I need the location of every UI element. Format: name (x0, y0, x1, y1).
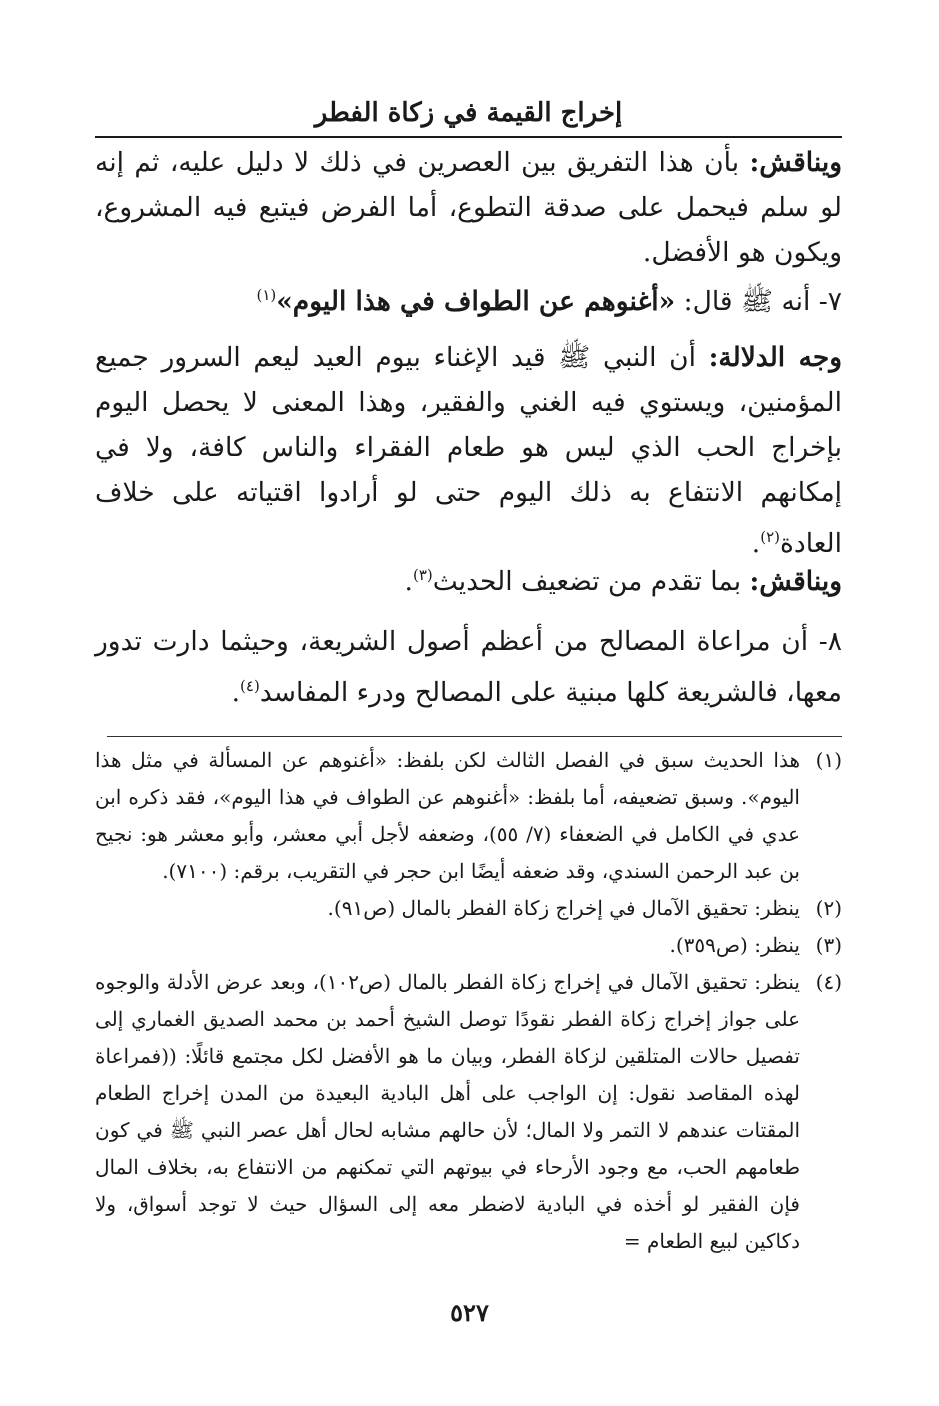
footnote-number: (٣) (815, 933, 842, 957)
paragraph-text: أن النبي ﷺ قيد الإغناء بيوم العيد ليعم السرور جميع المؤمنين، ويستوي فيه الغني والفقير، وهذا المعنى لا يحصل اليوم بإخراج الحب الذي ليس هو طعام الفقراء والناس كافة، ولا في إمكانهم الانتفاع به ذلك اليوم حتى لو أرادوا اقتياته على خلاف العادة (95, 342, 842, 559)
paragraph-lead: ويناقش: (749, 147, 842, 178)
paragraph-evidence-7 (95, 273, 842, 324)
paragraph-text: ٨- أن مراعاة المصالح من أعظم أصول الشريعة، وحيثما دارت تدور معها، فالشريعة كلها مبنية على المصالح ودرء المفاسد (95, 626, 842, 708)
footnote-text: ينظر: تحقيق الآمال في إخراج زكاة الفطر بالمال (ص٩١). (327, 896, 800, 920)
footnote-ref-3: (٣) (412, 566, 433, 584)
paragraph-discussion-2 (95, 553, 842, 604)
footnotes (95, 742, 842, 1260)
footnote-ref-1: (١) (256, 286, 277, 304)
footnote-ref-4: (٤) (240, 677, 260, 695)
paragraph-end: . (404, 565, 413, 597)
footnote-4 (95, 964, 842, 1260)
footnote-1 (95, 742, 842, 890)
paragraph-indication (95, 335, 842, 566)
footnote-number: (٢) (815, 896, 842, 920)
hadith-quote: «أغنوهم عن الطواف في هذا اليوم» (276, 285, 676, 317)
footnote-number: (٤) (815, 970, 842, 994)
paragraph-end: . (751, 527, 761, 559)
header-divider (95, 136, 842, 138)
footnote-ref-2: (٢) (760, 528, 781, 546)
paragraph-evidence-8 (95, 619, 842, 715)
paragraph-discussion-1 (95, 140, 842, 275)
footnote-divider (107, 736, 842, 737)
paragraph-prefix: ٧- أنه ﷺ قال: (675, 285, 842, 317)
footnote-2 (95, 890, 842, 927)
paragraph-lead: ويناقش: (749, 565, 842, 597)
running-header-title: إخراج القيمة في زكاة الفطر (314, 98, 623, 128)
paragraph-text: بأن هذا التفريق بين العصرين في ذلك لا دليل عليه، ثم إنه لو سلم فيحمل على صدقة التطوع، أما الفرض فيتبع فيه المشروع، ويكون هو الأفضل. (95, 147, 842, 268)
footnote-text: ينظر: (ص٣٥٩). (669, 933, 800, 957)
paragraph-lead: وجه الدلالة: (708, 342, 843, 373)
paragraph-text: بما تقدم من تضعيف الحديث (432, 565, 750, 597)
footnote-text: ينظر: تحقيق الآمال في إخراج زكاة الفطر بالمال (ص١٠٢)، وبعد عرض الأدلة والوجوه على جواز إخراج زكاة الفطر نقودًا توصل الشيخ أحمد بن محمد الصديق الغماري إلى تفصيل حالات المتلقين لزكاة الفطر، وبيان ما هو الأفضل لكل مجتمع قائلًا: ((فمراعاة لهذه المقاصد نقول: إن الواجب على أهل البادية البعيدة من المدن إخراج الطعام المقتات عندهم لا التمر ولا المال؛ لأن حالهم مشابه لحال أهل عصر النبي ﷺ في كون طعامهم الحب، مع وجود الأرحاء في بيوتهم التي تمكنهم من الانتفاع به، بخلاف المال فإن الفقير لو أخذه في البادية لاضطر معه إلى السؤال حيث لا توجد أسواق، ولا دكاكين لبيع الطعام = (95, 970, 800, 1253)
footnote-text: هذا الحديث سبق في الفصل الثالث لكن بلفظ: «أغنوهم عن المسألة في مثل هذا اليوم». وسبق تضعيفه، أما بلفظ: «أغنوهم عن الطواف في هذا اليوم»، فقد ذكره ابن عدي في الكامل في الضعفاء (٧/ ٥٥)، وضعفه لأجل أبي معشر، وأبو معشر هو: نجيح بن عبد الرحمن السندي، وقد ضعفه أيضًا ابن حجر في التقريب، برقم: (٧١٠٠). (95, 748, 800, 883)
page-number: ٥٢٧ (450, 1298, 489, 1327)
footnote-number: (١) (815, 748, 842, 772)
paragraph-end: . (231, 676, 241, 708)
footnote-3 (95, 927, 842, 964)
